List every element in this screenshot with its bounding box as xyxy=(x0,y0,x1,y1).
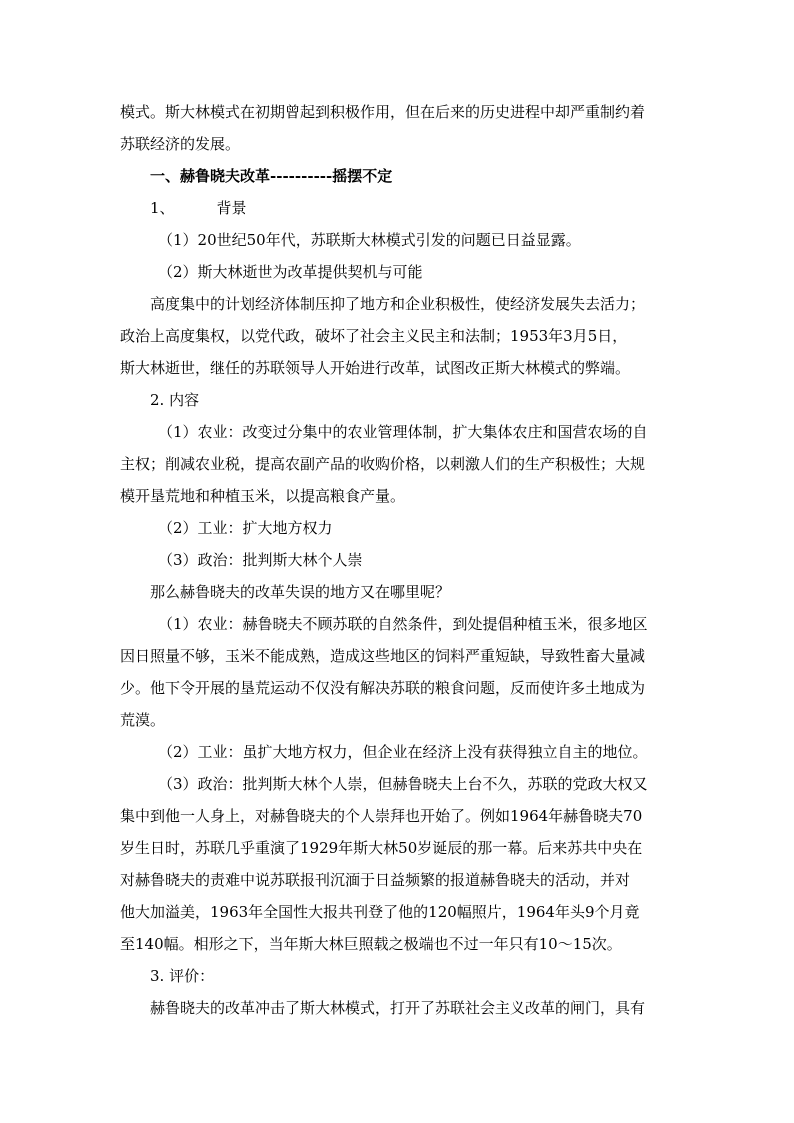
list-item: （1）农业：改变过分集中的农业管理体制，扩大集体农庄和国营农场的自 xyxy=(158,423,648,441)
body-text-line: 模式。斯大林模式在初期曾起到积极作用，但在后来的历史进程中却严重制约着 xyxy=(120,103,646,121)
body-text-line: 集中到他一人身上，对赫鲁晓夫的个人崇拜也开始了。例如1964年赫鲁晓夫70 xyxy=(120,807,643,825)
list-item: （1）农业：赫鲁晓夫不顾苏联的自然条件，到处提倡种植玉米，很多地区 xyxy=(158,615,648,633)
list-item: （3）政治：批判斯大林个人崇，但赫鲁晓夫上台不久，苏联的党政大权又 xyxy=(158,775,648,793)
body-text-line: 岁生日时，苏联几乎重演了1929年斯大林50岁诞辰的那一幕。后来苏共中央在 xyxy=(120,839,643,857)
section-heading: 一、赫鲁晓夫改革----------摇摆不定 xyxy=(150,167,393,185)
subsection-title: 背景 xyxy=(216,199,247,217)
paragraph-first-line: 高度集中的计划经济体制压抑了地方和企业积极性，使经济发展失去活力； xyxy=(150,295,646,313)
body-text-line: 苏联经济的发展。 xyxy=(120,135,241,153)
body-text-line: 斯大林逝世，继任的苏联领导人开始进行改革，试图改正斯大林模式的弊端。 xyxy=(120,359,631,377)
list-item: （3）政治：批判斯大林个人崇 xyxy=(158,551,363,569)
list-item: （2）工业：扩大地方权力 xyxy=(158,519,333,537)
body-text-line: 至140幅。相形之下，当年斯大林巨照载之极端也不过一年只有10～15次。 xyxy=(120,935,622,953)
body-text-line: 因日照量不够，玉米不能成熟，造成这些地区的饲料严重短缺，导致牲畜大量减 xyxy=(120,647,646,665)
body-text-line: 少。他下令开展的垦荒运动不仅没有解决苏联的粮食问题，反而使许多土地成为 xyxy=(120,679,646,697)
list-item: （2）斯大林逝世为改革提供契机与可能 xyxy=(158,263,423,281)
body-text-line: 荒漠。 xyxy=(120,711,166,729)
subsection-label xyxy=(120,192,680,224)
subsection-number: 1、 xyxy=(150,199,175,217)
body-text-line: 政治上高度集权，以党代政，破坏了社会主义民主和法制；1953年3月5日， xyxy=(120,327,628,345)
list-item: （2）工业：虽扩大地方权力，但企业在经济上没有获得独立自主的地位。 xyxy=(158,743,648,761)
paragraph-first-line: 那么赫鲁晓夫的改革失误的地方又在哪里呢？ xyxy=(150,583,451,601)
subsection-label: 2. 内容 xyxy=(150,391,200,409)
body-text-line: 对赫鲁晓夫的责难中说苏联报刊沉湎于日益频繁的报道赫鲁晓夫的活动，并对 xyxy=(120,871,631,889)
body-text-line: 他大加溢美，1963年全国性大报共刊登了他的120幅照片，1964年头9个月竟 xyxy=(120,903,640,921)
subsection-label: 3. 评价： xyxy=(150,967,215,985)
list-item: （1）20世纪50年代，苏联斯大林模式引发的问题已日益显露。 xyxy=(158,231,581,249)
document-body xyxy=(120,96,680,1024)
body-text-line: 主权；削减农业税，提高农副产品的收购价格，以刺激人们的生产积极性；大规 xyxy=(120,455,646,473)
paragraph-first-line: 赫鲁晓夫的改革冲击了斯大林模式，打开了苏联社会主义改革的闸门，具有 xyxy=(150,999,646,1017)
body-text-line: 模开垦荒地和种植玉米，以提高粮食产量。 xyxy=(120,487,406,505)
